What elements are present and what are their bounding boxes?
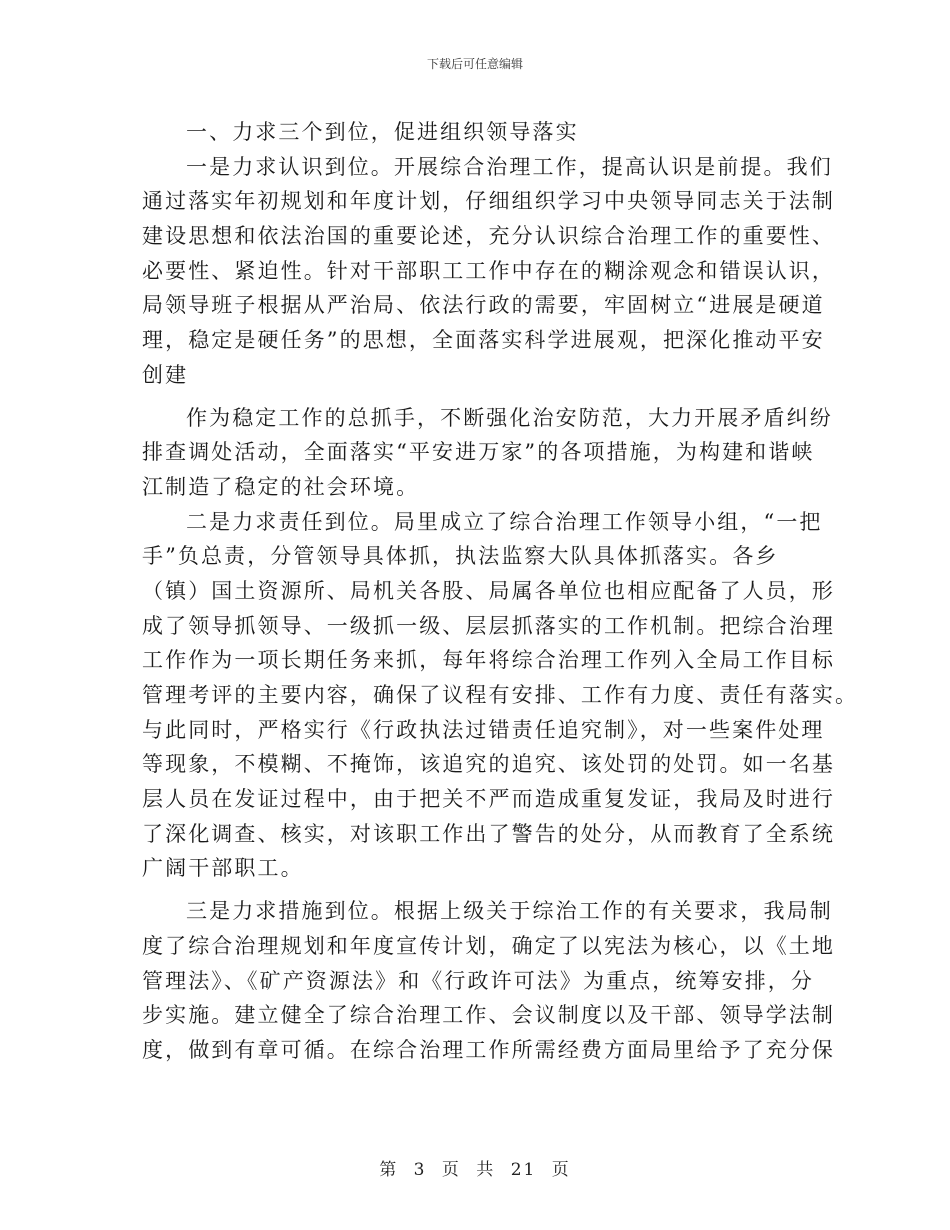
page-number: 3 xyxy=(413,1160,427,1180)
paragraph-awareness xyxy=(142,150,835,393)
text-line: 局领导班子根据从严治局、依法行政的需要，牢固树立“进展是硬道 xyxy=(142,293,825,318)
text-line: 了深化调查、核实，对该职工作出了警告的处分，从而教育了全系统 xyxy=(142,821,835,846)
paragraph-measures xyxy=(142,894,835,1067)
text-line: 层人员在发证过程中，由于把关不严而造成重复发证，我局及时进行 xyxy=(142,787,835,812)
text-line: 广阔干部职工。 xyxy=(142,856,304,881)
footer-total-label: 共 xyxy=(476,1160,496,1180)
text-line: 理，稳定是硬任务”的思想，全面落实科学进展观，把深化推动平安 xyxy=(142,328,825,353)
text-line: （镇）国土资源所、局机关各股、局属各单位也相应配备了人员，形 xyxy=(142,578,835,603)
paragraph-responsibility xyxy=(142,505,859,887)
footer-middle: 页 xyxy=(441,1160,461,1180)
page-header: 下载后可任意编辑 xyxy=(426,57,523,71)
text-line: 必要性、紧迫性。针对干部职工工作中存在的糊涂观念和错误认识， xyxy=(142,258,835,283)
text-line: 度了综合治理规划和年度宣传计划，确定了以宪法为核心，以《土地 xyxy=(142,933,835,958)
text-line: 步实施。建立健全了综合治理工作、会议制度以及干部、领导学法制 xyxy=(142,1003,835,1028)
total-pages: 21 xyxy=(510,1160,537,1180)
text-line: 创建 xyxy=(142,362,189,387)
text-line: 手”负总责，分管领导具体抓，执法监察大队具体抓落实。各乡 xyxy=(142,544,779,569)
text-line: 三是力求措施到位。根据上级关于综治工作的有关要求，我局制 xyxy=(186,899,833,924)
document-body xyxy=(142,115,859,1068)
footer-prefix: 第 xyxy=(379,1160,399,1180)
text-line: 成了领导抓领导、一级抓一级、层层抓落实的工作机制。把综合治理 xyxy=(142,613,835,638)
text-line: 一、力求三个到位，促进组织领导落实 xyxy=(186,120,579,144)
text-line: 二是力求责任到位。局里成立了综合治理工作领导小组，“一把 xyxy=(186,509,823,534)
text-line: 等现象，不模糊、不掩饰，该追究的追究、该处罚的处罚。如一名基 xyxy=(142,752,835,777)
text-line: 工作作为一项长期任务来抓，每年将综合治理工作列入全局工作目标 xyxy=(142,648,835,673)
text-line: 与此同时，严格实行《行政执法过错责任追究制》，对一些案件处理 xyxy=(142,717,825,742)
footer-suffix: 页 xyxy=(551,1160,571,1180)
section-heading xyxy=(142,115,810,150)
text-line: 管理法》、《矿产资源法》和《行政许可法》为重点，统筹安排，分 xyxy=(142,968,814,993)
text-line: 江制造了稳定的社会环境。 xyxy=(142,474,420,499)
paragraph-stability xyxy=(142,401,833,505)
text-line: 排查调处活动，全面落实“平安进万家”的各项措施，为构建和谐峡 xyxy=(142,440,815,465)
text-line: 作为稳定工作的总抓手，不断强化治安防范，大力开展矛盾纠纷 xyxy=(186,405,833,430)
text-line: 度，做到有章可循。在综合治理工作所需经费方面局里给予了充分保 xyxy=(142,1037,835,1062)
text-line: 一是力求认识到位。开展综合治理工作，提高认识是前提。我们 xyxy=(186,154,833,179)
text-line: 管理考评的主要内容，确保了议程有安排、工作有力度、责任有落实。 xyxy=(142,683,859,707)
page-footer xyxy=(0,1155,950,1180)
text-line: 通过落实年初规划和年度计划，仔细组织学习中央领导同志关于法制 xyxy=(142,189,835,214)
text-line: 建设思想和依法治国的重要论述，充分认识综合治理工作的重要性、 xyxy=(142,224,835,249)
